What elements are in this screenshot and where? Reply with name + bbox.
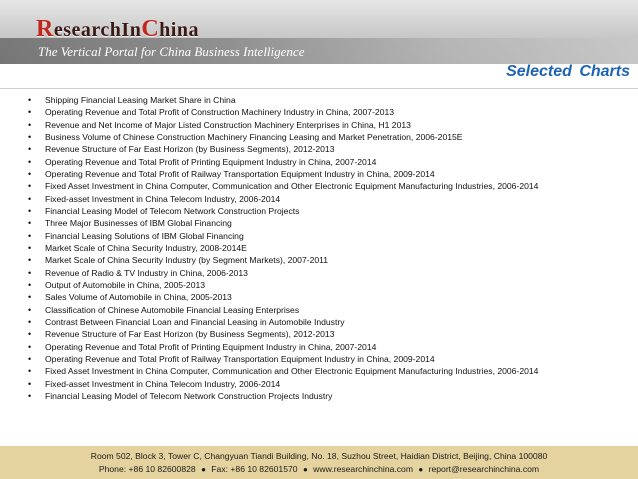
footer-phone: Phone: +86 10 82600828 (98, 464, 196, 474)
list-item: • Fixed Asset Investment in China Computer, Communication and Other Electronic Equipment Manufacturing Industries, 2006-2014 (22, 180, 634, 192)
tagline: The Vertical Portal for China Business Intelligence (38, 44, 305, 59)
list-item: • Financial Leasing Model of Telecom Network Construction Projects (22, 205, 634, 217)
logo-text-in: In (121, 19, 142, 41)
list-item: • Revenue and Net Income of Major Listed Construction Machinery Enterprises in China, H1 2013 (22, 119, 634, 131)
footer-contact (0, 463, 638, 476)
list-item: • Financial Leasing Model of Telecom Network Construction Projects Industry (22, 390, 634, 402)
list-item: • Classification of Chinese Automobile Financial Leasing Enterprises (22, 304, 634, 316)
footer-website-link[interactable]: www.researchinchina.com (313, 464, 413, 474)
list-item: • Contrast Between Financial Loan and Financial Leasing in Automobile Industry (22, 316, 634, 328)
logo-text-research: esearch (53, 19, 122, 41)
list-item: • Operating Revenue and Total Profit of Printing Equipment Industry in China, 2007-2014 (22, 341, 634, 353)
footer-fax: Fax: +86 10 82601570 (211, 464, 298, 474)
separator-dot: ● (302, 465, 308, 474)
list-item: • Output of Automobile in China, 2005-2013 (22, 279, 634, 291)
separator-dot: ● (201, 465, 206, 474)
list-item: • Revenue Structure of Far East Horizon (by Business Segments), 2012-2013 (22, 328, 634, 340)
logo[interactable] (36, 16, 199, 43)
list-item: • Fixed Asset Investment in China Computer, Communication and Other Electronic Equipment Manufacturing Industries, 2006-2014 (22, 365, 634, 377)
footer-address: Room 502, Block 3, Tower C, Changyuan Tiandi Building, No. 18, Suzhou Street, Haidian District, Beijing, China 100080 (90, 451, 548, 461)
list-item: • Revenue of Radio & TV Industry in China, 2006-2013 (22, 267, 634, 279)
logo-initial-c: C (141, 16, 160, 42)
list-item: • Business Volume of Chinese Construction Machinery Financing Leasing and Market Penetration, 2006-2015E (22, 131, 634, 143)
footer-email-link[interactable]: report@researchinchina.com (428, 464, 540, 474)
footer (0, 446, 638, 479)
chart-list (22, 94, 634, 402)
list-item: • Operating Revenue and Total Profit of Construction Machinery Industry in China, 2007-2013 (22, 106, 634, 118)
list-item: • Operating Revenue and Total Profit of Railway Transportation Equipment Industry in China, 2009-2014 (22, 168, 634, 180)
section-title: Selected Charts (506, 63, 630, 80)
list-item: • Operating Revenue and Total Profit of Printing Equipment Industry in China, 2007-2014 (22, 156, 634, 168)
separator-dot: ● (418, 465, 424, 474)
list-item: • Sales Volume of Automobile in China, 2005-2013 (22, 291, 634, 303)
list-item: • Three Major Businesses of IBM Global Financing (22, 217, 634, 229)
divider (0, 88, 638, 89)
logo-initial: R (36, 16, 54, 42)
list-item: • Revenue Structure of Far East Horizon (by Business Segments), 2012-2013 (22, 143, 634, 155)
list-item: • Operating Revenue and Total Profit of Railway Transportation Equipment Industry in China, 2009-2014 (22, 353, 634, 365)
list-item: • Market Scale of China Security Industry, 2008-2014E (22, 242, 634, 254)
logo-text-hina: hina (159, 19, 199, 41)
list-item: • Shipping Financial Leasing Market Share in China (22, 94, 634, 106)
header-banner (0, 0, 638, 64)
list-item: • Financial Leasing Solutions of IBM Global Financing (22, 230, 634, 242)
list-item: • Fixed-asset Investment in China Telecom Industry, 2006-2014 (22, 378, 634, 390)
list-item: • Market Scale of China Security Industry (by Segment Markets), 2007-2011 (22, 254, 634, 266)
list-item: • Fixed-asset Investment in China Telecom Industry, 2006-2014 (22, 193, 634, 205)
